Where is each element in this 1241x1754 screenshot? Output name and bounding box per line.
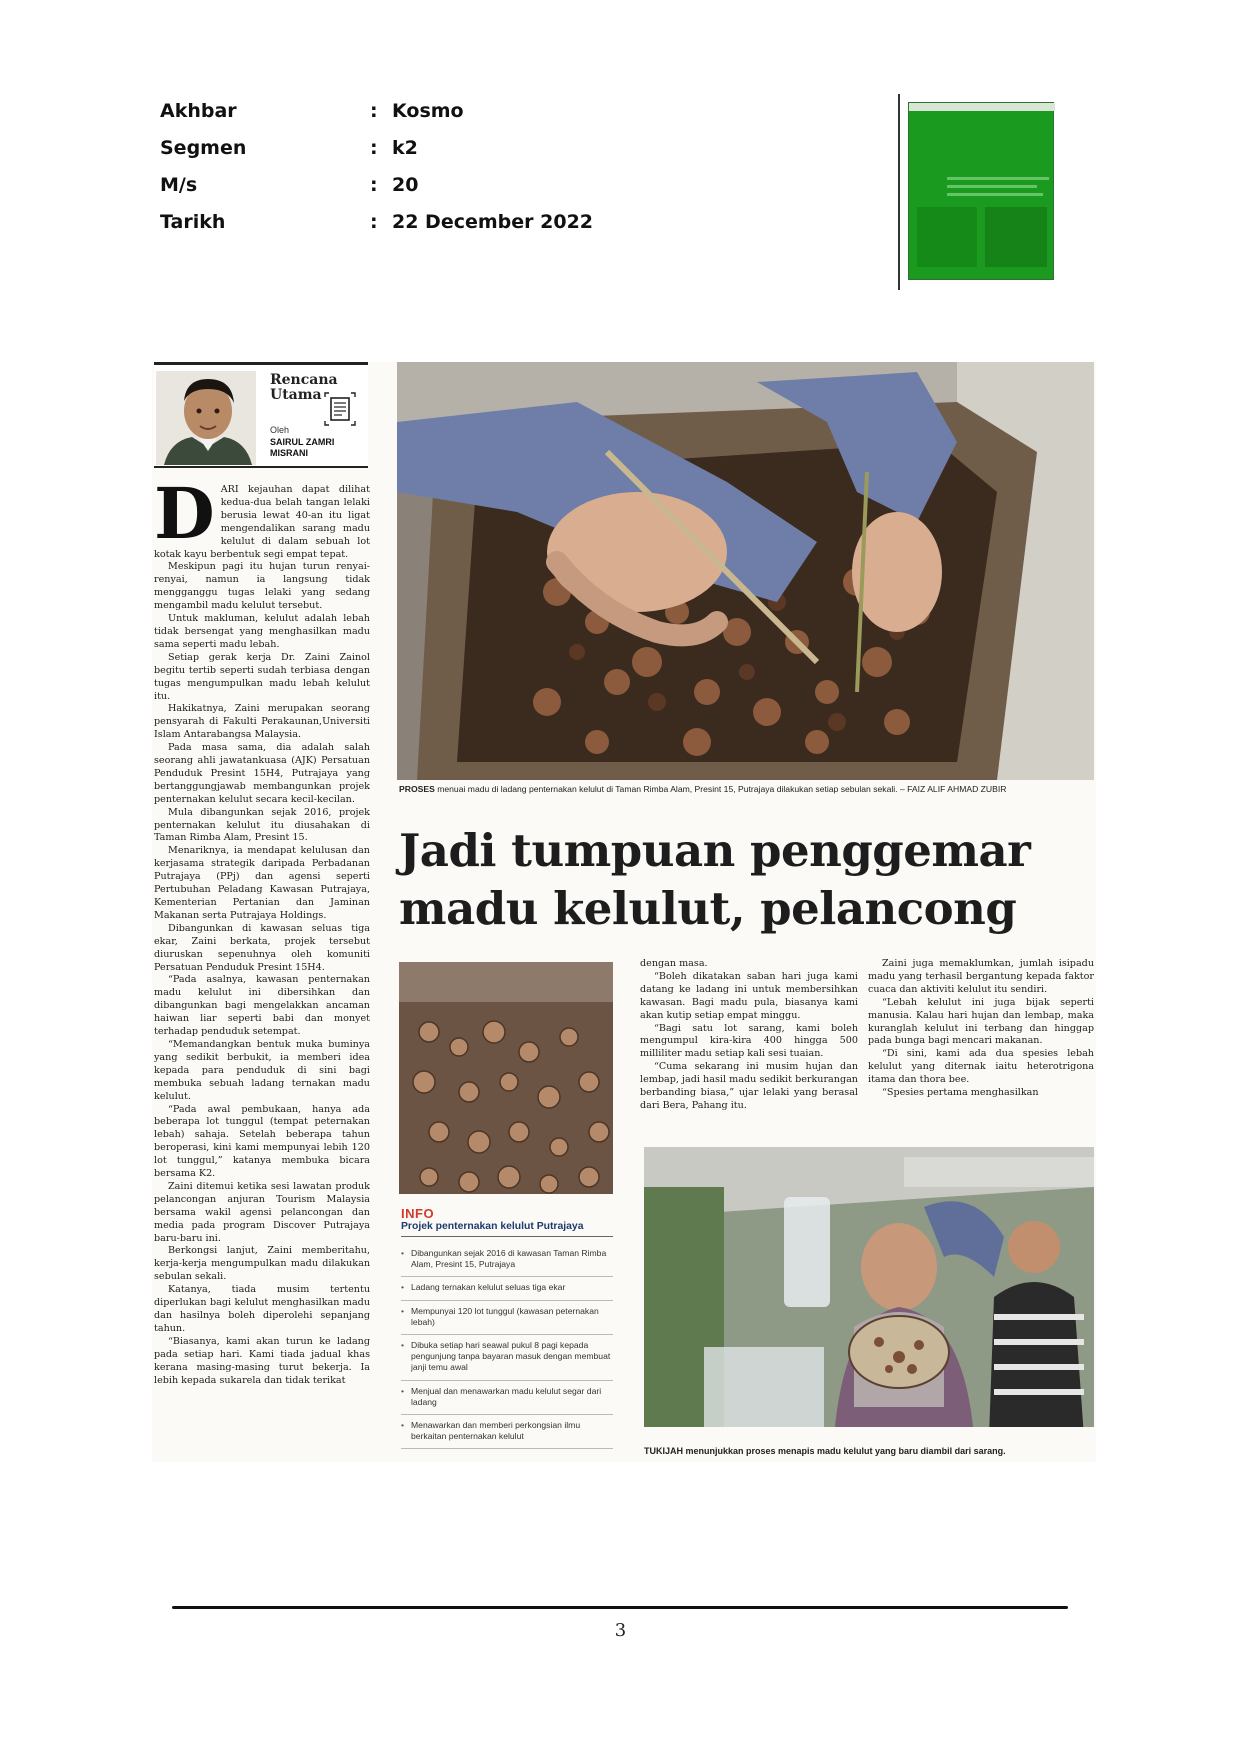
article-paragraph: “Cuma sekarang ini musim hujan dan lembap, jadi hasil madu sedikit berkurangan berbanding biasa,” ujar lelaki yang berasal dari Bera, Pahang itu. — [640, 1061, 858, 1111]
drop-cap: D — [154, 484, 215, 555]
author-name: SAIRUL ZAMRI MISRANI — [270, 437, 335, 458]
article-paragraph: “Boleh dikatakan saban hari juga kami datang ke ladang ini untuk membersihkan kawasan. Bagi madu pula, biasanya kami akan kutip setiap empat minggu. — [640, 970, 858, 1021]
headline-line-1: Jadi tumpuan penggemar — [399, 824, 1031, 877]
info-item: • Ladang ternakan kelulut seluas tiga ekar — [401, 1277, 613, 1300]
newspaper-clipping — [152, 362, 1096, 1462]
section-label: Rencana Utama — [270, 372, 338, 403]
meta-row-segmen — [160, 129, 593, 166]
meta-value: 22 December 2022 — [392, 210, 594, 233]
info-item: • Mempunyai 120 lot tunggul (kawasan peternakan lebah) — [401, 1301, 613, 1335]
info-item: • Dibuka setiap hari seawal pukul 8 pagi kepada pengunjung tanpa bayaran masuk dengan membuat janji temu awal — [401, 1335, 613, 1381]
meta-colon: : — [370, 99, 378, 122]
article-headline — [399, 822, 1094, 938]
caption-text: menuai madu di ladang penternakan kelulut di Taman Rimba Alam, Presint 15, Putrajaya dilakukan setiap sebulan sekali. — [434, 784, 898, 794]
caption-lead: PROSES — [399, 784, 435, 794]
info-item: • Menawarkan dan memberi perkongsian ilmu berkaitan penternakan kelulut — [401, 1415, 613, 1449]
article-paragraph: dengan masa. — [640, 958, 708, 969]
article-paragraph: Dibangunkan di kawasan seluas tiga ekar, Zaini berkata, projek tersebut diuruskan sepenuhnya oleh komuniti Persatuan Penduduk Presint 15H4. — [154, 922, 370, 973]
article-paragraph: “Bagi satu lot sarang, kami boleh mengumpul kira-kira 400 hingga 500 milliliter madu setiap kali sesi tuaian. — [640, 1022, 858, 1060]
meta-row-akhbar — [160, 92, 593, 129]
meta-row-tarikh — [160, 203, 593, 240]
info-title: Projek penternakan kelulut Putrajaya — [401, 1221, 613, 1237]
meta-label: Akhbar — [160, 99, 237, 122]
byline-oleh: Oleh — [270, 425, 290, 435]
article-paragraph: Zaini ditemui ketika sesi lawatan produk pelancongan anjuran Tourism Malaysia bersama wakil agensi pelancongan dan media pada program Discover Putrajaya baru-baru ini. — [154, 1180, 370, 1244]
honeycomb-photo — [399, 962, 613, 1194]
article-paragraph: Katanya, tiada musim tertentu diperlukan bagi kelulut menghasilkan madu dan hasilnya boleh diperolehi sepanjang tahun. — [154, 1284, 370, 1334]
article-paragraph: Untuk makluman, kelulut adalah lebah tidak bersengat yang menghasilkan madu sama seperti madu lebah. — [154, 613, 370, 650]
footer-rule — [172, 1606, 1068, 1609]
page-thumbnail — [898, 94, 1058, 290]
meta-label: Segmen — [160, 136, 247, 159]
article-paragraph: Pada masa sama, dia adalah salah seorang ahli jawatankuasa (AJK) Persatuan Penduduk Presint 15H4, Putrajaya yang bertanggungjawab membangunkan projek penternakan kelulut secara kecil-kecilan. — [154, 742, 370, 805]
article-paragraph: Hakikatnya, Zaini merupakan seorang pensyarah di Fakulti Perakaunan,Universiti Islam Antarabangsa Malaysia. — [154, 703, 370, 741]
honey-filtering-photo — [644, 1147, 1094, 1427]
meta-value: k2 — [392, 136, 418, 159]
clipping-metadata — [160, 92, 593, 240]
info-tag: INFO — [401, 1206, 435, 1221]
article-paragraph: “Biasanya, kami akan turun ke ladang pada setiap hari. Kami tiada jadual khas kerana masing-masing turut bekerja. Ia lebih kepada sukarela dan tidak terikat — [154, 1335, 370, 1386]
info-list — [401, 1243, 613, 1449]
meta-colon: : — [370, 136, 378, 159]
article-paragraph: “Spesies pertama menghasilkan — [882, 1087, 1039, 1099]
headline-line-2: madu kelulut, pelancong — [399, 882, 1017, 935]
article-paragraph: Mula dibangunkan sejak 2016, projek penternakan kelulut itu diusahakan di Taman Rimba Alam, Presint 15. — [154, 806, 370, 844]
info-box — [401, 1206, 613, 1449]
photo-caption — [399, 784, 1094, 795]
article-paragraph: Setiap gerak kerja Dr. Zaini Zainol begitu tertib seperti sudah terbiasa dengan tugas mengumpulkan madu lebah kelulut itu. — [154, 651, 370, 702]
article-paragraph: Zaini juga memaklumkan, jumlah isipadu madu yang terhasil bergantung kepada faktor cuaca dan aktiviti kelulut itu sendiri. — [868, 958, 1094, 995]
page-number: 3 — [614, 1620, 627, 1641]
article-paragraph: “Pada awal pembukaan, hanya ada beberapa lot tunggul (tempat peternakan lebah) sahaja. Setelah beberapa tahun beroperasi, kini kami mempunyai lebih 120 lot tunggul,” katanya membuka bicara bersama K2. — [154, 1103, 370, 1180]
meta-colon: : — [370, 173, 378, 196]
document-icon — [322, 391, 358, 427]
info-item: • Menjual dan menawarkan madu kelulut segar dari ladang — [401, 1381, 613, 1415]
article-paragraph: “Memandangkan bentuk muka buminya yang sedikit berbukit, ia memberi idea kepada para penduduk di sini bagi membuka sebuah ladang ternakan madu kelulut. — [154, 1038, 370, 1102]
article-paragraph: Berkongsi lanjut, Zaini memberitahu, kerja-kerja mengumpulkan madu dilakukan sebulan sekali. — [154, 1245, 370, 1283]
meta-row-ms — [160, 166, 593, 203]
article-paragraph: ARI kejauhan dapat dilihat kedua-dua belah tangan lelaki berusia lewat 40-an itu ligat mengendalikan sarang madu kelulut di dalam sebuah lot kotak kayu berbentuk segi empat tepat. — [154, 484, 370, 560]
byline-box — [154, 362, 368, 468]
author-photo — [156, 371, 256, 465]
article-column-3 — [868, 958, 1094, 1126]
thumbnail-highlight — [908, 102, 1054, 280]
article-paragraph: “Lebah kelulut ini juga bijak seperti manusia. Kalau hari hujan dan lembap, maka kuranglah kelulut ini terbang dan hinggap pada bunga bagi mencari makanan. — [868, 996, 1094, 1047]
article-column-2 — [640, 958, 858, 1126]
meta-label: Tarikh — [160, 210, 226, 233]
meta-value: 20 — [392, 173, 419, 196]
article-column-1 — [154, 484, 370, 1458]
article-paragraph: Meskipun pagi itu hujan turun renyai-renyai, namun ia langsung tidak mengganggu tugas lelaki yang sedang mengambil madu kelulut tersebut. — [154, 561, 370, 612]
article-paragraph: “Pada asalnya, kawasan penternakan madu kelulut ini dibersihkan dan dibangunkan bagi mengelakkan ancaman haiwan liar seperti babi dan monyet terhadap penduduk setempat. — [154, 974, 370, 1038]
article-paragraph: “Di sini, kami ada dua spesies lebah kelulut yang diternak iaitu heterotrigona itama dan thora bee. — [868, 1048, 1094, 1086]
harvest-photo — [397, 362, 1094, 780]
meta-label: M/s — [160, 173, 198, 196]
meta-colon: : — [370, 210, 378, 233]
article-paragraph: Menariknya, ia mendapat kelulusan dan kerjasama strategik daripada Perbadanan Putrajaya (PPj) dan agensi seperti Pertubuhan Peladang Kawasan Putrajaya, Kementerian Pertanian dan Jaminan Makanan serta Putrajaya Holdings. — [154, 845, 370, 921]
meta-value: Kosmo — [392, 99, 464, 122]
photo-caption: TUKIJAH menunjukkan proses menapis madu kelulut yang baru diambil dari sarang. — [644, 1446, 1006, 1456]
info-item: • Dibangunkan sejak 2016 di kawasan Taman Rimba Alam, Presint 15, Putrajaya — [401, 1243, 613, 1277]
photo-credit: – FAIZ ALIF AHMAD ZUBIR — [897, 784, 1007, 794]
